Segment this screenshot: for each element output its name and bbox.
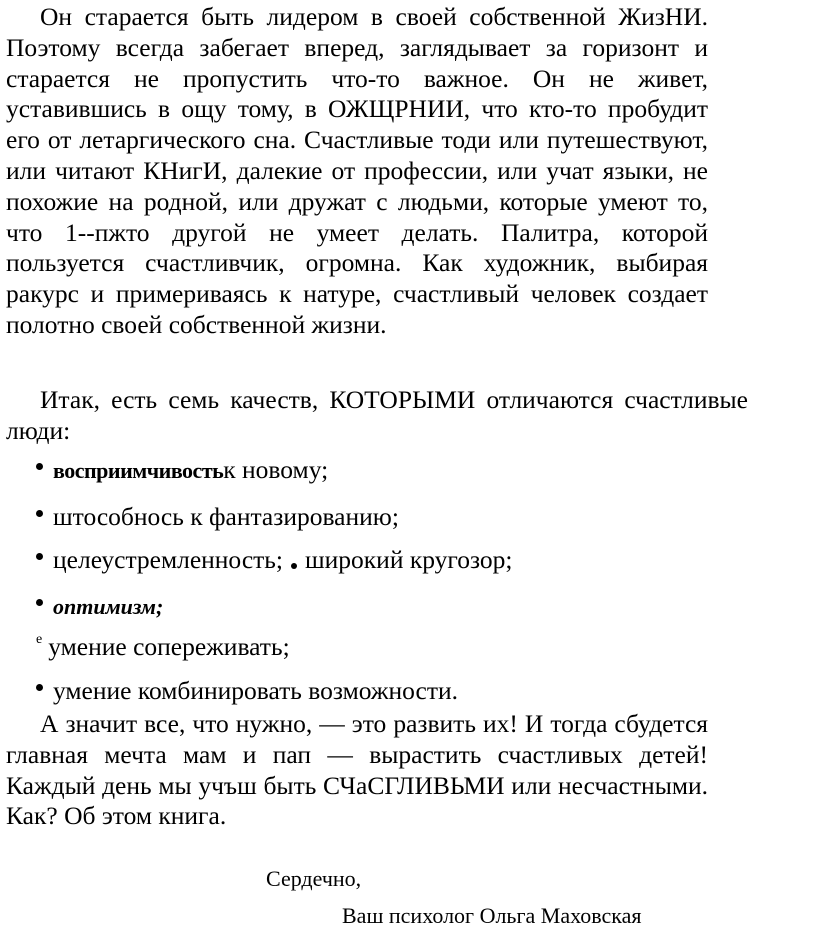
- bullet-item-optimism: [36, 591, 163, 622]
- bullet-item-receptivity: [36, 455, 328, 486]
- signature-author: Ваш психолог Ольга Маховская: [342, 903, 642, 928]
- signature-greeting: Сердечно,: [266, 866, 362, 891]
- bullet-icon: [36, 510, 43, 517]
- bullet-text: штособнось к фантазированию;: [53, 502, 399, 531]
- bullet-icon: [36, 553, 43, 560]
- bullet-bold-text: восприимчивость: [53, 458, 224, 483]
- bullet-text: к новому;: [223, 455, 329, 484]
- paragraph-leader: Он старается быть лидером в своей собственной ЖизНИ. Поэтому всегда забегает вперед, заглядывает за горизонт и старается не пропустить что-то важное. Он не живет, уставившись в ощу тому, в ОЖЩРНИИ, что кто-то пробудит его от летаргического сна. Счастливые тоди или путешествуют, или читают КНигИ, далекие от профессии, или учат языки, не похожие на родной, или дружат с людьми, которые умеют то, что 1--пжто другой не умеет делать. Палитра, которой пользуется счастливчик, огромна. Как художник, выбирая ракурс и примериваясь к натуре, счастливый человек создает полотно своей собственной жизни.: [6, 2, 708, 339]
- bullet-item-fantasy: [36, 502, 399, 532]
- bullet-text: целеустремленность;: [53, 545, 283, 574]
- bullet-icon: [291, 563, 297, 569]
- bullet-icon: [36, 463, 43, 470]
- bullet-text: широкий кругозор;: [305, 545, 513, 574]
- bullet-bold-text: оптимизм;: [53, 594, 164, 619]
- bullet-text: умение сопереживать;: [48, 632, 290, 661]
- bullet-item-empathy: [36, 632, 290, 667]
- paragraph-seven-qualities: Итак, есть семь качеств, КОТОРЫМИ отличаются счастливые люди:: [6, 385, 748, 445]
- bullet-text: умение комбинировать возможности.: [53, 676, 458, 705]
- bullet-item-purpose-outlook: [36, 545, 512, 575]
- bullet-icon: [36, 684, 43, 691]
- bullet-icon: [36, 599, 43, 606]
- paragraph-conclusion: А значит все, что нужно, — это развить их! И тогда сбудется главная мечта мам и пап — вырастить счастливых детей! Каждый день мы учъш быть СЧаСГЛИВЬМИ или несчастными. Как? Об этом книга.: [6, 709, 708, 831]
- bullet-item-combine: [36, 676, 458, 706]
- bullet-mark: е: [36, 632, 43, 647]
